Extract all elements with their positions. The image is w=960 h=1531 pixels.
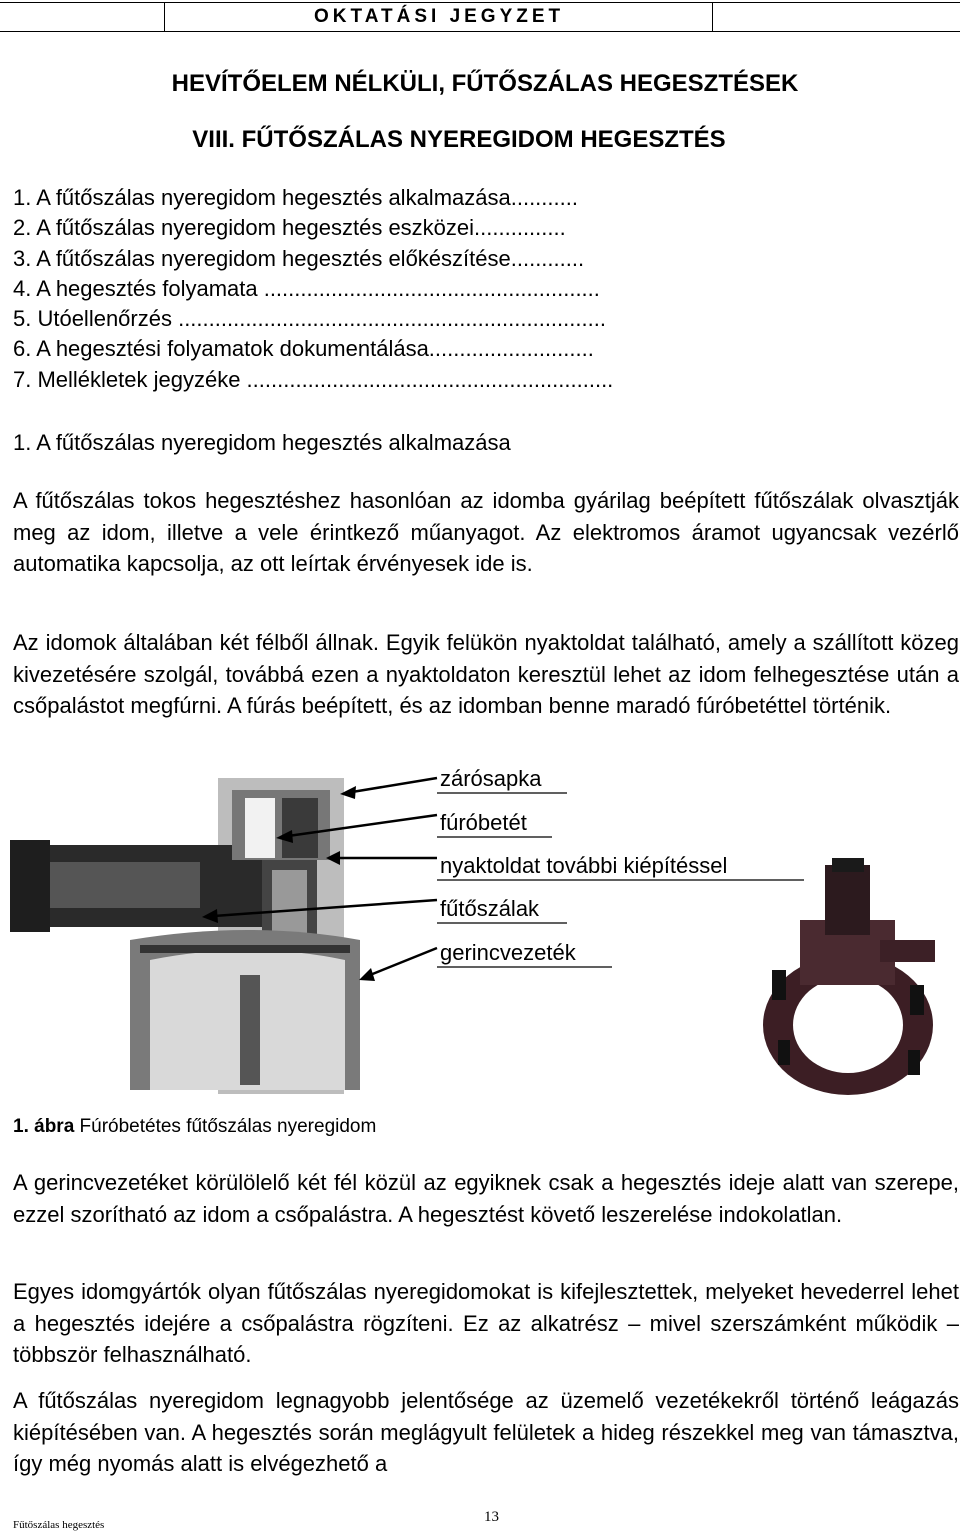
body-paragraph: A gerincvezetéket körülölelő két fél közül az egyiknek csak a hegesztés ideje alatt van szerepe, ezzel szorítható az idom a csőpalástra. A hegesztést követő leszerelése indokolatlan. — [13, 1170, 959, 1227]
toc-item[interactable]: 2. A fűtőszálas nyeregidom hegesztés eszközei............... — [13, 215, 566, 241]
header-bottom-rule — [0, 31, 960, 32]
toc-item[interactable]: 3. A fűtőszálas nyeregidom hegesztés előkészítése............ — [13, 245, 585, 271]
page-header — [0, 0, 960, 32]
figure-label-neck: nyaktoldat további kiépítéssel — [440, 853, 728, 878]
footer-title: Fűtőszálas hegesztés — [13, 1519, 105, 1531]
body-paragraph: A fűtőszálas nyeregidom legnagyobb jelentősége az üzemelő vezetékekről történő leágazás kiépítésében van. A hegesztés során meglágyult felületek a hideg részekkel meg van támasztva, így még nyomás alatt is elvégezhető a — [13, 1388, 959, 1476]
toc-item[interactable]: 1. A fűtőszálas nyeregidom hegesztés alkalmazása........... — [13, 185, 578, 210]
figure-label-drill: fúróbetét — [440, 810, 527, 835]
toc-item[interactable]: 4. A hegesztés folyamata ....................................................... — [13, 275, 600, 301]
body-paragraph: Egyes idomgyártók olyan fűtőszálas nyeregidomokat is kifejlesztettek, melyeket hevederrel lehet a hegesztés idejére a csőpalástra rögzíteni. Ez az alkatrész – mivel szerszámként működik – többször felhasználható. — [13, 1279, 959, 1367]
section-heading: 1. A fűtőszálas nyeregidom hegesztés alkalmazása — [13, 430, 511, 455]
saddle-cross-section — [10, 778, 360, 1094]
figure-label-heating-wires: fűtőszálak — [440, 896, 540, 921]
toc-item[interactable]: 7. Mellékletek jegyzéke ............................................................ — [13, 366, 614, 392]
body-paragraph: Az idomok általában két félből állnak. Egyik felükön nyaktoldat található, amely a szállított közeg kivezetésére szolgál, továbbá ezen a nyaktoldaton keresztül lehet az idom felhegesztése után a csőpalástot megfúrni. A fúrás beépített, és az idomban benne maradó fúróbetéttel történik. — [13, 630, 959, 718]
document-title: HEVÍTŐELEM NÉLKÜLI, FŰTŐSZÁLAS HEGESZTÉSEK — [171, 70, 799, 97]
caption-text: Fúróbetétes fűtőszálas nyeregidom — [74, 1116, 377, 1137]
figure-label-main-pipe: gerincvezeték — [440, 940, 576, 965]
header-divider — [164, 2, 165, 32]
toc-item[interactable]: 5. Utóellenőrzés ...................................................................... — [13, 306, 606, 332]
header-top-rule — [0, 2, 960, 3]
header-divider — [712, 2, 713, 32]
chapter-title: VIII. FŰTŐSZÁLAS NYEREGIDOM HEGESZTÉS — [192, 126, 726, 153]
page-number: 13 — [484, 1509, 499, 1525]
toc-item[interactable]: 6. A hegesztési folyamatok dokumentálása........................... — [13, 336, 594, 362]
saddle-fitting-photo — [763, 858, 935, 1095]
caption-number: 1. ábra — [13, 1116, 75, 1137]
figure-caption — [13, 1116, 376, 1138]
body-paragraph: A fűtőszálas tokos hegesztéshez hasonlóan az idomba gyárilag beépített fűtőszálak olvasztják meg az idom, illetve a vele érintkező műanyagot. Az elektromos áramot ugyancsak vezérlő automatika kapcsolja, az ott leírtak érvényesek ide is. — [13, 488, 959, 576]
table-of-contents — [13, 183, 613, 395]
header-title: OKTATÁSI JEGYZET — [314, 6, 565, 27]
figure — [0, 766, 960, 1110]
figure-label-cap: zárósapka — [440, 766, 542, 791]
